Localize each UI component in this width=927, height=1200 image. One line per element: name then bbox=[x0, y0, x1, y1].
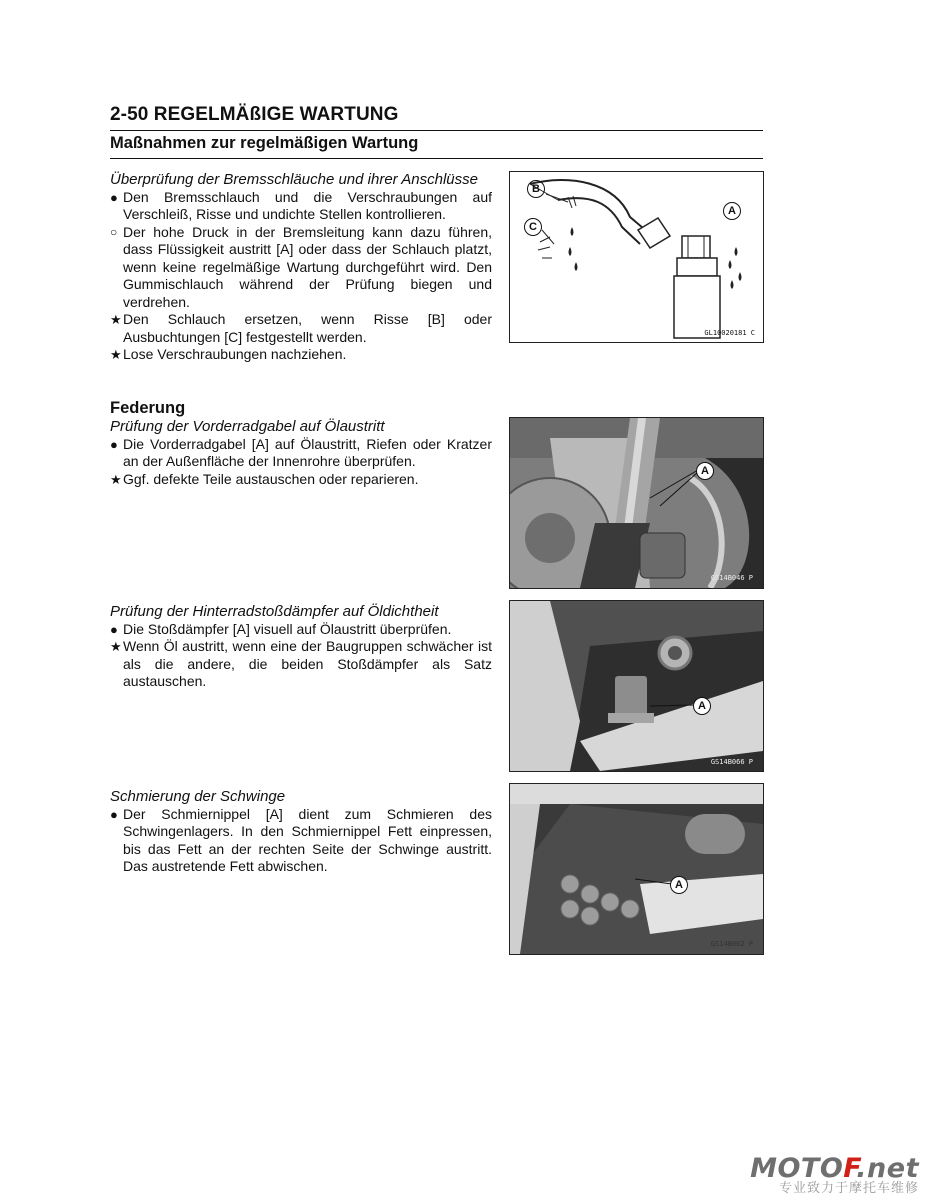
callout-c: C bbox=[524, 218, 542, 236]
bullet-marker: ● bbox=[110, 436, 118, 452]
rear-shock-photo bbox=[509, 600, 764, 772]
watermark bbox=[750, 1155, 919, 1196]
list-item: ● Die Stoßdämpfer [A] visuell auf Ölaustritt überprüfen. bbox=[110, 620, 452, 637]
bullet-marker: ● bbox=[110, 189, 118, 205]
star-marker: ★ bbox=[110, 471, 122, 487]
callout-a: A bbox=[693, 697, 711, 715]
callout-b: B bbox=[527, 180, 545, 198]
callout-a: A bbox=[723, 202, 741, 220]
front-fork-photo bbox=[509, 417, 764, 589]
bullet-marker: ● bbox=[110, 806, 118, 822]
header-rule bbox=[110, 130, 763, 131]
star-marker: ★ bbox=[110, 312, 122, 327]
brake-hoses-heading: Überprüfung der Bremsschläuche und ihrer Anschlüsse bbox=[110, 171, 478, 188]
figure-code: GS14B066 P bbox=[710, 758, 753, 766]
figure-code: GL10020181 C bbox=[704, 329, 755, 337]
swingarm-photo bbox=[509, 783, 764, 955]
suspension-section bbox=[110, 398, 492, 488]
list-item: ● Den Bremsschlauch und die Verschraubungen auf Verschleiß, Risse und undichte Stellen kontrollieren. bbox=[110, 188, 492, 222]
brake-hoses-section bbox=[110, 171, 492, 364]
swingarm-section bbox=[110, 788, 492, 876]
brake-hose-figure bbox=[509, 171, 764, 343]
list-item: ★ Den Schlauch ersetzen, wenn Risse [B] oder Ausbuchtungen [C] festgestellt werden. bbox=[110, 311, 492, 345]
list-item: ★ Wenn Öl austritt, wenn eine der Baugruppen schwächer ist als die andere, die beiden Stoßdämpfer als Satz austauschen. bbox=[110, 638, 492, 689]
watermark-subtitle: 专业致力于摩托车维修 bbox=[778, 1181, 919, 1196]
rear-shock-section bbox=[110, 603, 492, 691]
section-title: Maßnahmen zur regelmäßigen Wartung bbox=[110, 134, 419, 152]
list-item: ● Der Schmiernippel [A] dient zum Schmieren des Schwingenlagers. In den Schmiernippel Fett einpressen, bis das Fett an der rechten Seite der Schwinge austritt. Das austretende Fett abwischen. bbox=[110, 805, 492, 874]
figure-code: GS14B062 P bbox=[710, 940, 753, 948]
watermark-logo: MOTOF.net bbox=[750, 1153, 919, 1184]
suspension-heading: Federung bbox=[110, 399, 186, 417]
rear-shock-heading: Prüfung der Hinterradstoßdämpfer auf Öldichtheit bbox=[110, 603, 439, 620]
swingarm-heading: Schmierung der Schwinge bbox=[110, 788, 286, 805]
bullet-marker: ● bbox=[110, 621, 118, 637]
star-marker: ★ bbox=[110, 639, 122, 654]
figure-code: GS14B046 P bbox=[710, 574, 753, 582]
list-item: ○ Der hohe Druck in der Bremsleitung kann dazu führen, dass Flüssigkeit austritt [A] oder dass der Schlauch platzt, wenn keine regelmäßige Wartung durchgeführt wird. Den Gummischlauch während der Prüfung biegen und verdrehen. bbox=[110, 223, 492, 310]
list-item: ★ Ggf. defekte Teile austauschen oder reparieren. bbox=[110, 470, 419, 487]
star-marker: ★ bbox=[110, 347, 122, 362]
list-item: ★ Lose Verschraubungen nachziehen. bbox=[110, 346, 347, 362]
page-title: 2-50 REGELMÄßIGE WARTUNG bbox=[110, 104, 399, 125]
callout-a: A bbox=[670, 876, 688, 894]
circle-marker: ○ bbox=[110, 224, 118, 239]
list-item: ● Die Vorderradgabel [A] auf Ölaustritt, Riefen oder Kratzer an der Außenfläche der Innenrohre überprüfen. bbox=[110, 435, 492, 469]
callout-a: A bbox=[696, 462, 714, 480]
section-rule bbox=[110, 158, 763, 159]
front-fork-heading: Prüfung der Vorderradgabel auf Ölaustritt bbox=[110, 418, 385, 435]
